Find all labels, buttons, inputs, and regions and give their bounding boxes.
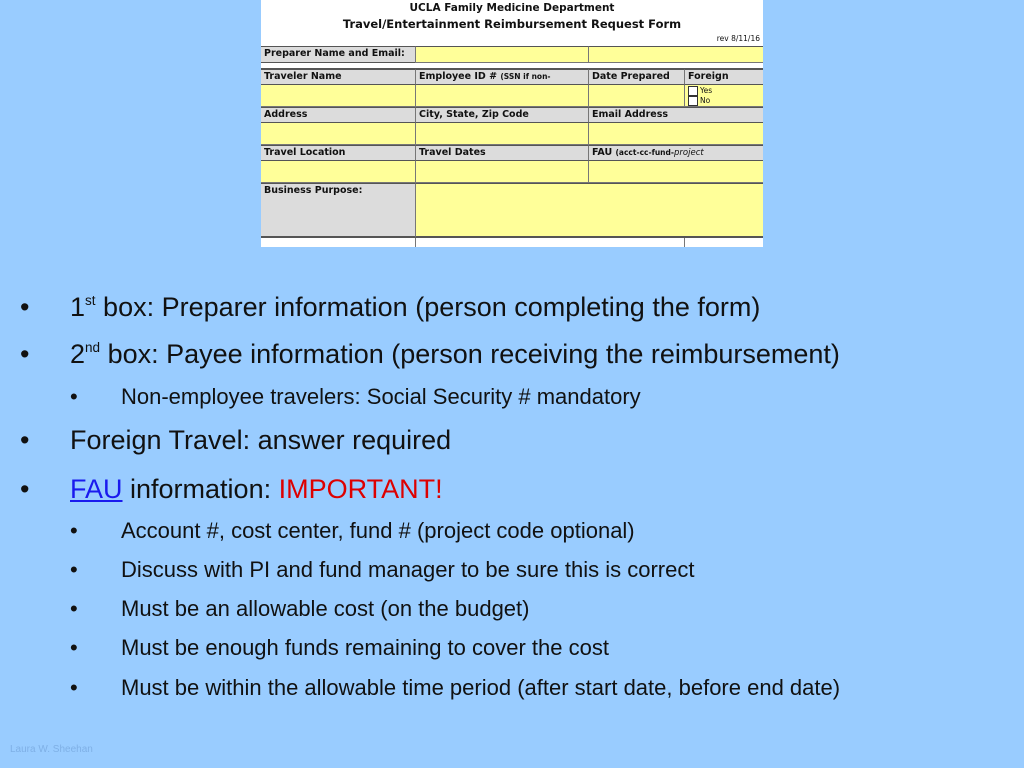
fau-label: FAU (592, 147, 613, 158)
form-department: UCLA Family Medicine Department (409, 2, 615, 14)
label-employee-id (415, 69, 588, 85)
form-title: Travel/Entertainment Reimbursement Request Form (342, 17, 682, 31)
bullet-icon: • (70, 518, 78, 543)
foreign-no-option[interactable] (688, 96, 760, 106)
employee-id-note: (SSN if non- (500, 72, 551, 81)
form-screenshot (261, 0, 763, 247)
sub-bullet-text: Must be enough funds remaining to cover the cost (121, 635, 609, 660)
important-text: IMPORTANT! (278, 474, 443, 504)
fau-note-italic: project (674, 148, 704, 158)
label-city-state-zip: City, State, Zip Code (415, 107, 588, 123)
fau-note: (acct-cc-fund- (615, 148, 675, 157)
bullet-icon: • (20, 425, 30, 455)
label-preparer: Preparer Name and Email: (261, 46, 415, 63)
sub-bullet-text: Non-employee travelers: Social Security # mandatory (121, 384, 641, 409)
bullet-icon: • (20, 339, 30, 369)
field-address[interactable] (261, 123, 415, 145)
employee-id-label: Employee ID # (419, 71, 498, 82)
author-footer: Laura W. Sheehan (10, 744, 93, 755)
label-fau (588, 145, 763, 161)
bullet-body: box: Payee information (person receiving the reimbursement) (100, 339, 840, 369)
bullet-icon: • (70, 384, 78, 409)
label-foreign: Foreign (684, 69, 763, 85)
bullet-text (70, 474, 443, 505)
field-preparer-email[interactable] (588, 46, 763, 63)
label-traveler-name: Traveler Name (261, 69, 415, 85)
form-revision: rev 8/11/16 (716, 34, 760, 43)
field-travel-dates[interactable] (415, 161, 588, 183)
bullet-text: Foreign Travel: answer required (70, 425, 452, 455)
bullet-icon: • (20, 474, 30, 504)
bullet-icon: • (70, 675, 78, 700)
field-travel-location[interactable] (261, 161, 415, 183)
field-traveler-name[interactable] (261, 85, 415, 107)
sub-bullet-text: Must be within the allowable time period (after start date, before end date) (121, 675, 841, 700)
label-travel-dates: Travel Dates (415, 145, 588, 161)
foreign-options (684, 85, 763, 107)
field-preparer-name[interactable] (415, 46, 588, 63)
label-date-prepared: Date Prepared (588, 69, 684, 85)
no-label: No (700, 96, 711, 105)
bullet-icon: • (70, 596, 78, 621)
field-city-state-zip[interactable] (415, 123, 588, 145)
bullet-icon: • (20, 292, 30, 322)
divider (415, 238, 416, 247)
yes-label: Yes (700, 86, 713, 95)
field-fau[interactable] (588, 161, 763, 183)
bullet-text (70, 292, 760, 323)
label-email: Email Address (588, 107, 763, 123)
field-email[interactable] (588, 123, 763, 145)
field-employee-id[interactable] (415, 85, 588, 107)
label-address: Address (261, 107, 415, 123)
bullet-body: box: Preparer information (person completing the form) (95, 292, 761, 322)
ordinal: 2 (70, 339, 86, 369)
bullet-body: information: (122, 474, 279, 504)
sub-bullet-text: Must be an allowable cost (on the budget) (121, 596, 530, 621)
sub-bullet-text: Account #, cost center, fund # (project code optional) (121, 518, 635, 543)
field-date-prepared[interactable] (588, 85, 684, 107)
divider (684, 238, 685, 247)
label-business-purpose: Business Purpose: (261, 183, 415, 238)
checkbox-icon[interactable] (688, 86, 698, 96)
fau-link[interactable]: FAU (70, 474, 123, 504)
ordinal-suffix: nd (85, 340, 101, 356)
ordinal: 1 (70, 292, 86, 322)
bullet-icon: • (70, 557, 78, 582)
ordinal-suffix: st (85, 293, 96, 309)
sub-bullet-text: Discuss with PI and fund manager to be sure this is correct (121, 557, 695, 582)
checkbox-icon[interactable] (688, 96, 698, 106)
field-business-purpose[interactable] (415, 183, 763, 238)
label-travel-location: Travel Location (261, 145, 415, 161)
bullet-icon: • (70, 635, 78, 660)
foreign-yes-option[interactable] (688, 86, 760, 96)
bullet-text (70, 339, 840, 370)
